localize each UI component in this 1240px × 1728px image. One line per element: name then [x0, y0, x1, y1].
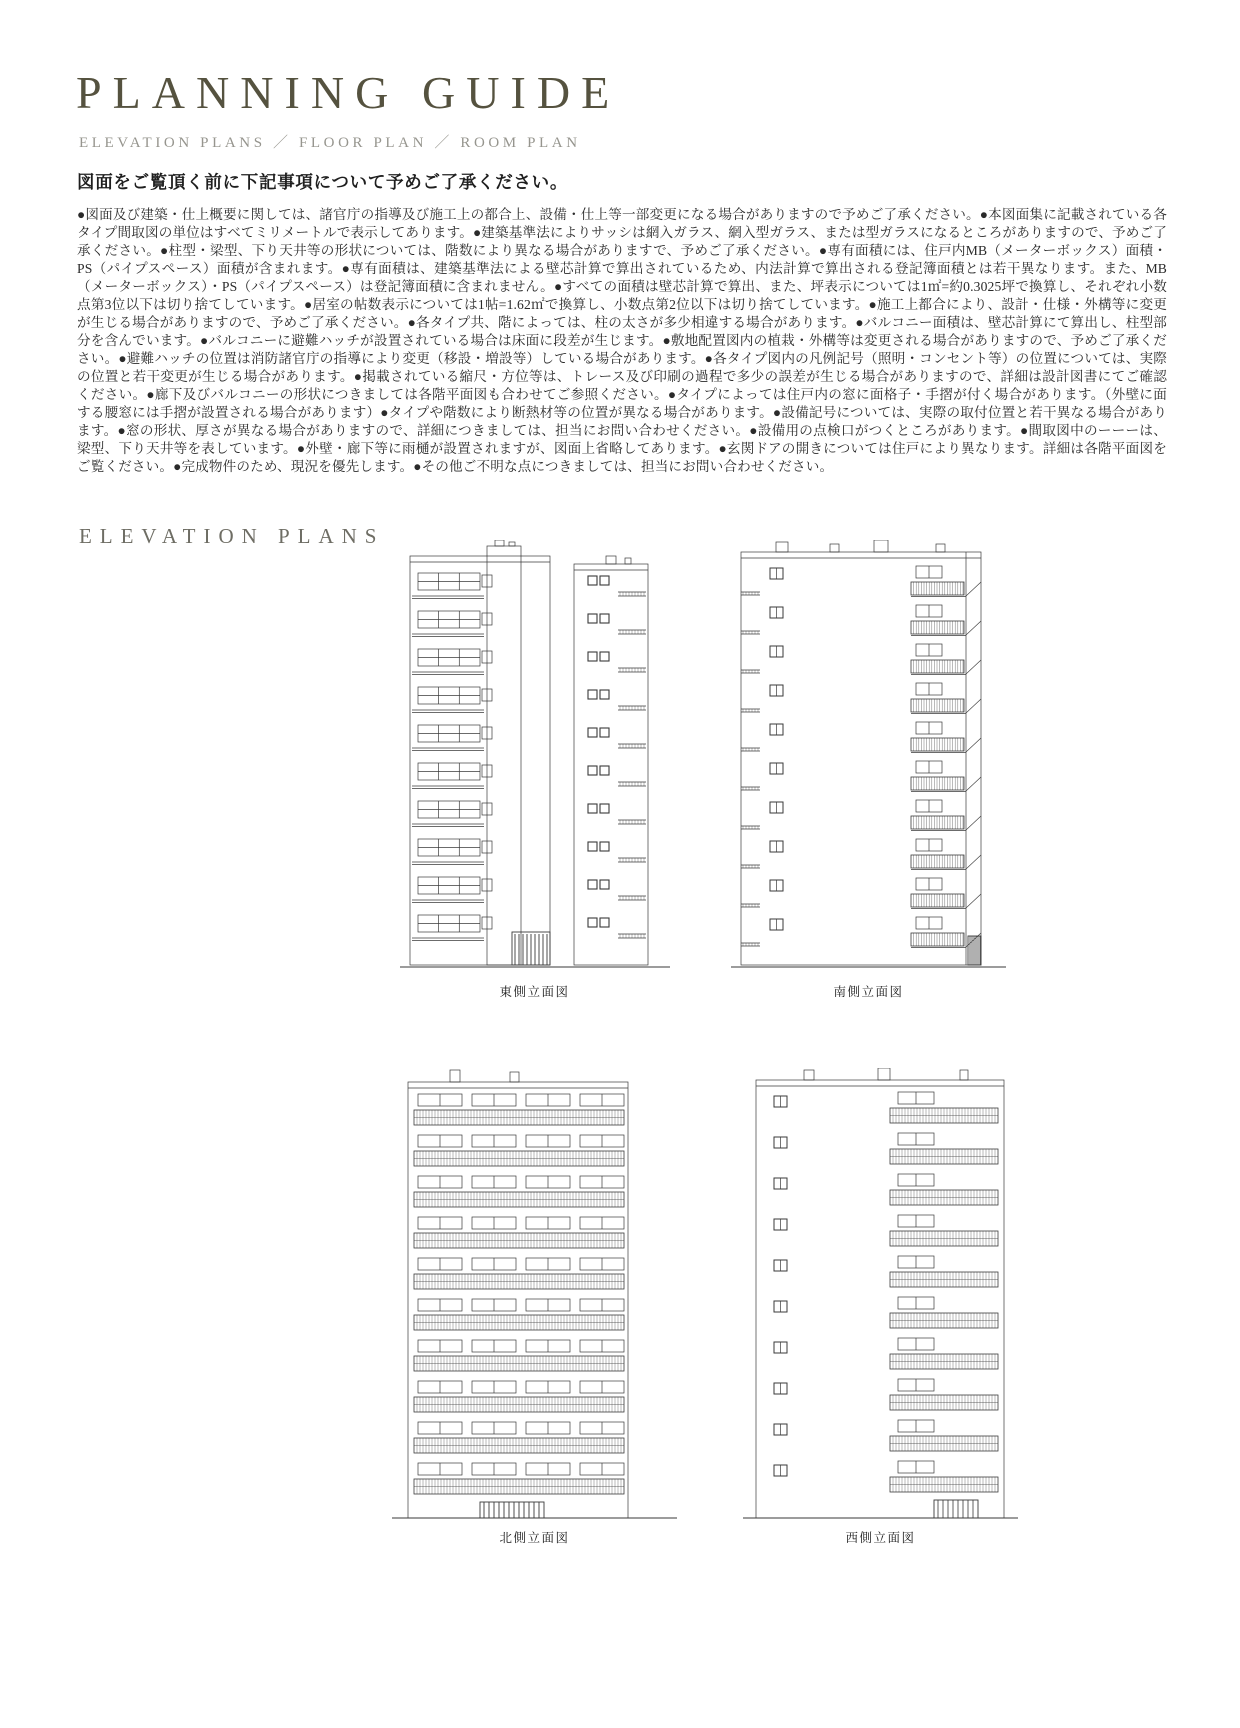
- east-elevation-drawing: [392, 540, 677, 980]
- north-elevation-caption: 北側立面図: [499, 1531, 570, 1545]
- east-elevation-caption: 東側立面図: [499, 985, 570, 999]
- north-elevation-figure: [392, 1068, 677, 1546]
- west-elevation-figure: [738, 1068, 1023, 1546]
- east-elevation-figure: [392, 540, 677, 1000]
- north-elevation-drawing: [392, 1068, 677, 1526]
- notice-heading: 図面をご覧頂く前に下記事項について予めご了承ください。: [77, 172, 569, 192]
- south-elevation-caption: 南側立面図: [833, 985, 904, 999]
- south-elevation-drawing: [726, 540, 1011, 980]
- notice-body-text: ●図面及び建築・仕上概要に関しては、諸官庁の指導及び施工上の都合上、設備・仕上等一部変更になる場合がありますので予めご了承ください。●本図面集に記載されている各タイプ間取図の単位はすべてミリメートルで表示してあります。●建築基準法によりサッシは網入ガラス、網入型ガラス、または型ガラスになるところがありますので、予めご了承ください。●柱型・梁型、下り天井等の形状については、階数により異なる場合がありますで、予めご了承ください。●専有面積には、住戸内MB（メーターボックス）面積・PS（パイプスペース）面積が含まれます。●専有面積は、建築基準法による壁芯計算で算出されているため、内法計算で算出される登記簿面積とは若干異なります。また、MB（メーターボックス）・PS（パイプスペース）は登記簿面積に含まれません。●すべての面積は壁芯計算で算出、また、坪表示については1㎡=約0.3025坪で換算し、それぞれ小数点第3位以下は切り捨てしています。●居室の帖数表示については1帖=1.62㎡で換算し、小数点第2位以下は切り捨てしています。●施工上都合により、設計・仕様・外構等に変更が生じる場合がありますので、予めご了承ください。●各タイプ共、階によっては、柱の太さが多少相違する場合があります。●バルコニー面積は、壁芯計算にて算出し、柱型部分を含んでいます。●バルコニーに避難ハッチが設置されている場合は床面に段差が生じます。●敷地配置図内の植栽・外構等は変更される場合がありますので、予めご了承ください。●避難ハッチの位置は消防諸官庁の指導により変更（移設・増設等）している場合があります。●各タイプ図内の凡例記号（照明・コンセント等）の位置については、実際の位置と若干変更が生じる場合があります。●掲載されている縮尺・方位等は、トレース及び印刷の過程で多少の誤差が生じる場合がありますので、詳細は設計図書にてご確認ください。●廊下及びバルコニーの形状につきましては各階平面図も合わせてご参照ください。●タイプによっては住戸内の窓に面格子・手摺が付く場合があります。（外壁に面する腰窓には手摺が設置される場合があります）●タイプや階数により断熱材等の位置が異なる場合があります。●設備記号については、実際の取付位置と若干異なる場合があります。●窓の形状、厚さが異なる場合がありますので、詳細につきましては、担当にお問い合わせください。●設備用の点検口がつくところがあります。●間取図中のーーーは、梁型、下り天井等を表しています。●外壁・廊下等に雨樋が設置されますが、図面上省略してあります。●玄関ドアの開きについては住戸により異なります。詳細は各階平面図をご覧ください。●完成物件のため、現況を優先します。●その他ご不明な点につきましては、担当にお問い合わせください。: [77, 207, 1167, 474]
- west-elevation-caption: 西側立面図: [845, 1531, 916, 1545]
- page-subtitle: ELEVATION PLANS ／ FLOOR PLAN ／ ROOM PLAN: [79, 135, 581, 151]
- south-elevation-figure: [726, 540, 1011, 1000]
- page-title: PLANNING GUIDE: [76, 67, 621, 118]
- west-elevation-drawing: [738, 1068, 1023, 1526]
- elevation-plans-section-label: ELEVATION PLANS: [79, 524, 385, 548]
